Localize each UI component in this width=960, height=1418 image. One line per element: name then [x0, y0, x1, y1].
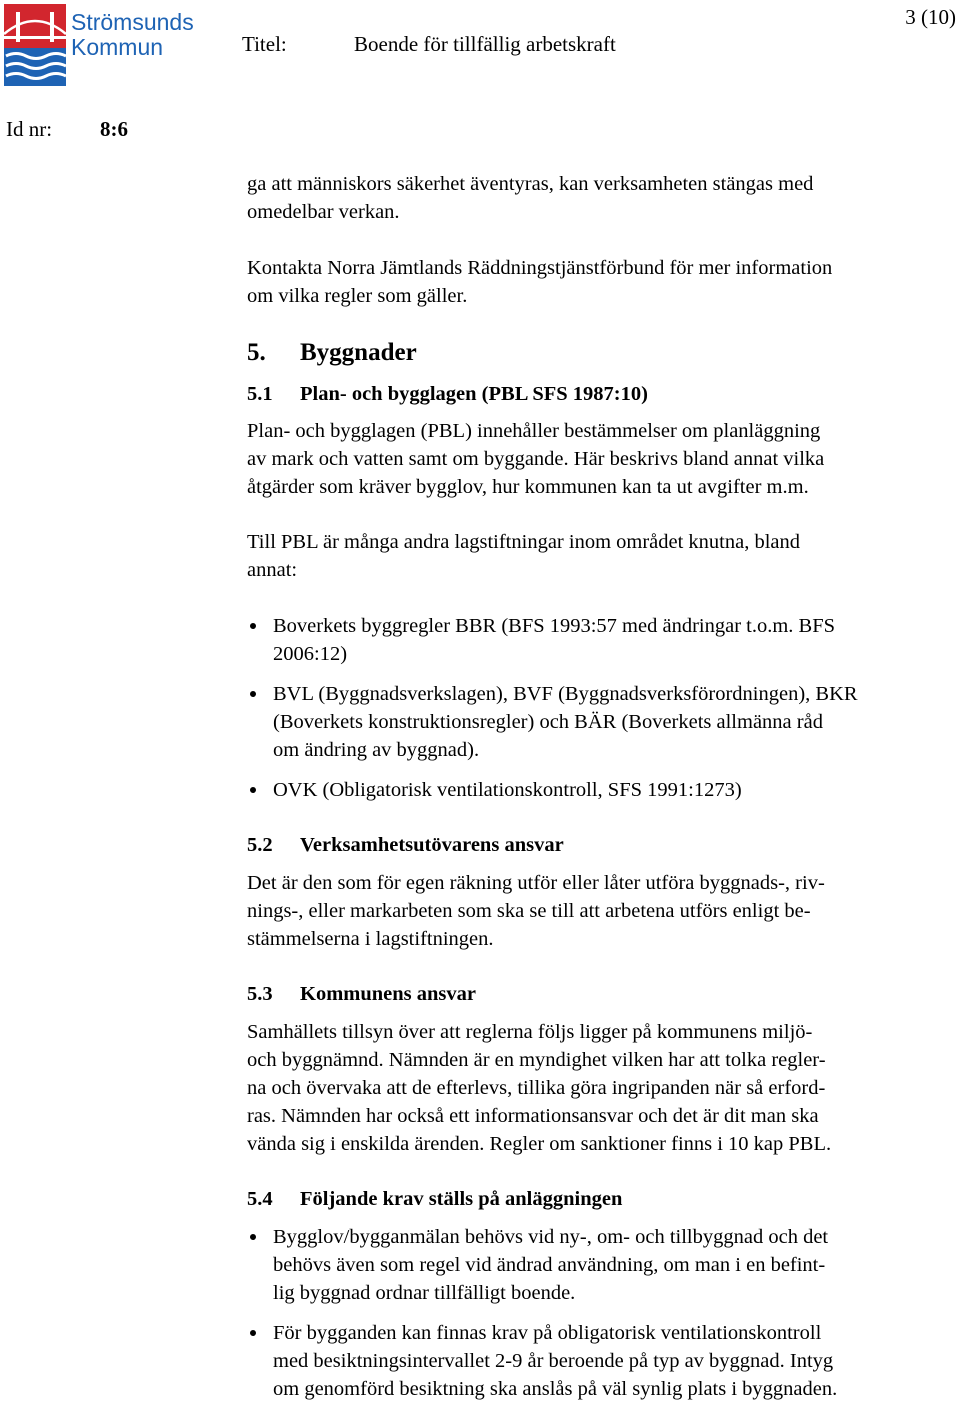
list-item-text: Boverkets byggregler BBR (BFS 1993:57 med ändringar t.o.m. BFS 2006:12): [273, 615, 836, 665]
logo-text-line1: Strömsunds: [71, 9, 194, 35]
section-heading-5-2: [247, 831, 959, 859]
bullet-icon: [250, 787, 256, 793]
list-item-text: Bygglov/bygganmälan behövs vid ny-, om- och tillbyggnad och det behövs även som regel vid ändrad användning, om man i en befint- lig byggnad ordnar tillfälligt boende.: [273, 1226, 829, 1304]
section-title: Plan- och bygglagen (PBL SFS 1987:10): [300, 383, 648, 405]
bullet-list: [247, 1223, 959, 1403]
list-item: [247, 1223, 959, 1307]
paragraph: Till PBL är många andra lagstiftningar inom området knutna, bland annat:: [247, 531, 801, 581]
id-value: 8:6: [100, 117, 128, 141]
bridge-logo-icon: [4, 4, 66, 86]
bullet-icon: [250, 623, 256, 629]
bullet-list: [247, 612, 959, 804]
section-heading-5: [247, 338, 959, 368]
section-title: Kommunens ansvar: [300, 983, 476, 1005]
title-label: Titel:: [242, 32, 287, 56]
list-item: [247, 612, 959, 668]
section-heading-5-3: [247, 980, 959, 1008]
section-number: 5.2: [247, 834, 273, 856]
document-title: Boende för tillfällig arbetskraft: [354, 32, 616, 56]
document-body: [247, 170, 959, 1403]
municipality-logo: [4, 4, 204, 86]
section-title: Byggnader: [300, 339, 417, 366]
bullet-icon: [250, 1330, 256, 1336]
list-item: [247, 1319, 959, 1403]
page-number: 3 (10): [905, 5, 956, 29]
bullet-icon: [250, 691, 256, 697]
id-label: Id nr:: [6, 117, 53, 141]
list-item-text: OVK (Obligatorisk ventilationskontroll, SFS 1991:1273): [273, 779, 742, 801]
section-heading-5-4: [247, 1185, 959, 1213]
paragraph: ga att människors säkerhet äventyras, kan verksamheten stängas med omedelbar verkan.: [247, 173, 814, 223]
section-title: Följande krav ställs på anläggningen: [300, 1188, 623, 1210]
paragraph: Plan- och bygglagen (PBL) innehåller bestämmelser om planläggning av mark och vatten samt om byggande. Här beskrivs bland annat vilka åtgärder som kräver bygglov, hur kommunen kan ta ut avgifter m.m.: [247, 420, 825, 498]
section-title: Verksamhetsutövarens ansvar: [300, 834, 564, 856]
bullet-icon: [250, 1234, 256, 1240]
list-item-text: BVL (Byggnadsverkslagen), BVF (Byggnadsverksförordningen), BKR (Boverkets konstruktionsregler) och BÄR (Boverkets allmänna råd om ändring av byggnad).: [273, 683, 858, 761]
list-item: [247, 680, 959, 764]
paragraph: Kontakta Norra Jämtlands Räddningstjänstförbund för mer information om vilka regler som gäller.: [247, 257, 833, 307]
list-item: [247, 776, 959, 804]
logo-text-line2: Kommun: [71, 34, 164, 60]
logo-wordmark: [71, 10, 194, 60]
list-item-text: För bygganden kan finnas krav på obligatorisk ventilationskontroll med besiktningsintervallet 2-9 år beroende på typ av byggnad. Intyg om genomförd besiktning ska anslås på väl synlig plats i byggnaden.: [273, 1322, 838, 1400]
section-number: 5.1: [247, 383, 273, 405]
section-number: 5.4: [247, 1188, 273, 1210]
section-heading-5-1: [247, 380, 959, 408]
paragraph: Det är den som för egen räkning utför eller låter utföra byggnads-, riv- nings-, eller markarbeten som ska se till att arbetena utförs enligt be- stämmelserna i lagstiftningen.: [247, 872, 825, 950]
paragraph: Samhällets tillsyn över att reglerna följs ligger på kommunens miljö- och byggnämnd. Nämnden är en myndighet vilken har att tolka regler- na och övervaka att de efterlevs, tillika göra ingripanden när så erford- ras. Nämnden har också ett informationsansvar och det är dit man ska vända sig i enskilda ärenden. Regler om sanktioner finns i 10 kap PBL.: [247, 1021, 832, 1155]
section-number: 5.: [247, 339, 266, 366]
section-number: 5.3: [247, 983, 273, 1005]
